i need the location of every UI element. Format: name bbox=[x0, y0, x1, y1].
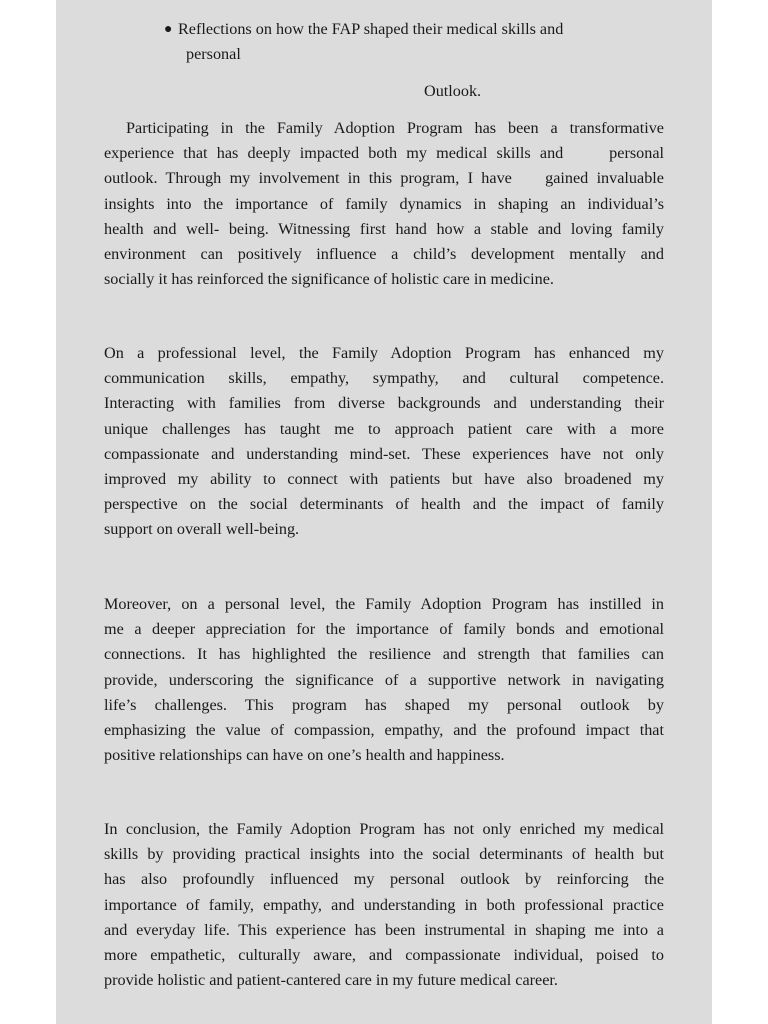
paragraph-line: Moreover, on a personal level, the Family Adoption Program has instilled in bbox=[104, 595, 664, 613]
paragraph-line: Participating in the Family Adoption Program has been a transformative bbox=[126, 119, 664, 137]
bullet-line: personal bbox=[186, 45, 241, 64]
paragraph-line: communication skills, empathy, sympathy, and cultural competence. bbox=[104, 369, 664, 388]
paragraph-line: connections. It has highlighted the resilience and strength that families can bbox=[104, 645, 664, 664]
paragraph-line: me a deeper appreciation for the importance of family bonds and emotional bbox=[104, 620, 664, 639]
paragraph-line: importance of family, empathy, and understanding in both professional practice bbox=[104, 895, 664, 914]
paragraph-line: socially it has reinforced the significance of holistic care in medicine. bbox=[104, 270, 554, 289]
bullet-item bbox=[164, 17, 634, 67]
paragraph-line: emphasizing the value of compassion, empathy, and the profound impact that bbox=[104, 721, 664, 740]
section-heading: Outlook. bbox=[424, 82, 482, 100]
paragraph-line: compassionate and understanding mind-set. These experiences have not only bbox=[104, 444, 664, 463]
paragraph-line: perspective on the social determinants of health and the impact of family bbox=[104, 495, 664, 514]
paragraph-line: unique challenges has taught me to approach patient care with a more bbox=[104, 419, 664, 438]
paragraph-line: health and well- being. Witnessing first hand how a stable and loving family bbox=[104, 219, 664, 238]
paragraph-line: provide holistic and patient-cantered care in my future medical career. bbox=[104, 971, 558, 990]
paragraph-conclusion bbox=[104, 817, 664, 993]
bullet-dot-icon: ● bbox=[164, 22, 173, 37]
paragraph-line: In conclusion, the Family Adoption Program has not only enriched my medical bbox=[104, 820, 664, 838]
bullet-line: Reflections on how the FAP shaped their medical skills and bbox=[178, 20, 564, 38]
paragraph-line: provide, underscoring the significance of a supportive network in navigating bbox=[104, 670, 664, 689]
paragraph-line: experience that has deeply impacted both my medical skills and personal bbox=[104, 144, 664, 163]
document-page bbox=[56, 0, 712, 1024]
paragraph-line: Interacting with families from diverse backgrounds and understanding their bbox=[104, 394, 664, 413]
paragraph-line: has also profoundly influenced my personal outlook by reinforcing the bbox=[104, 870, 664, 889]
paragraph-personal bbox=[104, 592, 664, 768]
bullet-text bbox=[178, 17, 634, 67]
paragraph-line: On a professional level, the Family Adoption Program has enhanced my bbox=[104, 344, 664, 362]
paragraph-line: insights into the importance of family dynamics in shaping an individual’s bbox=[104, 194, 664, 213]
paragraph-line: more empathetic, culturally aware, and compassionate individual, poised to bbox=[104, 946, 664, 965]
paragraph-intro bbox=[104, 116, 664, 292]
paragraph-line: environment can positively influence a child’s development mentally and bbox=[104, 245, 664, 264]
paragraph-line: outlook. Through my involvement in this program, I have gained invaluable bbox=[104, 169, 664, 188]
paragraph-line: improved my ability to connect with patients but have also broadened my bbox=[104, 470, 664, 489]
paragraph-line: positive relationships can have on one’s health and happiness. bbox=[104, 746, 505, 765]
paragraph-line: life’s challenges. This program has shaped my personal outlook by bbox=[104, 695, 664, 714]
paragraph-professional bbox=[104, 341, 664, 543]
paragraph-line: skills by providing practical insights into the social determinants of health but bbox=[104, 845, 664, 864]
paragraph-line: and everyday life. This experience has been instrumental in shaping me into a bbox=[104, 920, 664, 939]
paragraph-line: support on overall well-being. bbox=[104, 520, 300, 539]
